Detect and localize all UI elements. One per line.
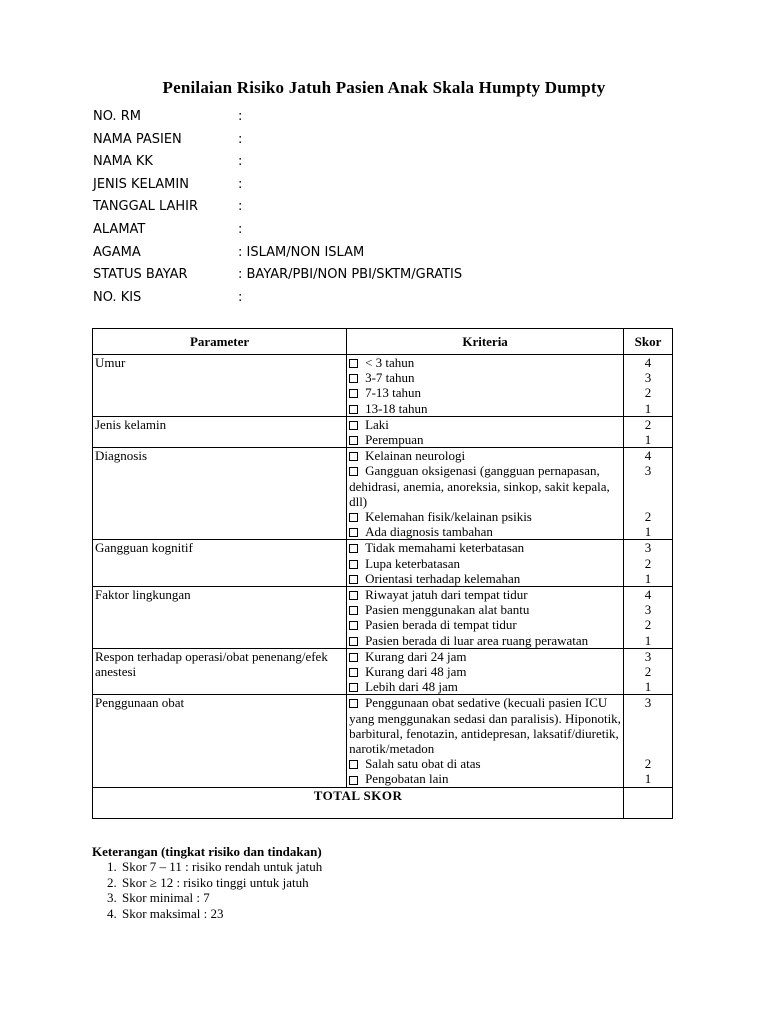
score-value: 1	[644, 400, 652, 416]
criteria-item	[349, 524, 621, 539]
document-title: Penilaian Risiko Jatuh Pasien Anak Skala Humpty Dumpty	[162, 78, 606, 97]
table-row	[93, 695, 673, 787]
criteria-item	[349, 771, 621, 786]
checkbox-icon[interactable]	[349, 560, 358, 569]
criteria-item	[349, 695, 621, 756]
criteria-text: Ada diagnosis tambahan	[365, 524, 493, 540]
criteria-text: Orientasi terhadap kelemahan	[365, 570, 521, 586]
criteria-text: Pasien berada di luar area ruang perawatan	[365, 632, 589, 648]
checkbox-icon[interactable]	[349, 467, 358, 476]
checkbox-icon[interactable]	[349, 668, 358, 677]
criteria-item	[349, 756, 621, 771]
notes-item: 1. Skor 7 – 11 : risiko rendah untuk jatuh	[120, 859, 322, 874]
checkbox-icon[interactable]	[349, 575, 358, 584]
score-value: 1	[644, 632, 652, 648]
checkbox-icon[interactable]	[349, 436, 358, 445]
score-value: 1	[644, 432, 652, 447]
checkbox-icon[interactable]	[349, 544, 358, 553]
info-label: STATUS BAYAR	[93, 267, 188, 283]
criteria-item	[349, 355, 621, 370]
checkbox-icon[interactable]	[349, 683, 358, 692]
criteria-text: < 3 tahun	[365, 355, 415, 370]
info-value: :	[238, 109, 243, 124]
table-header-row	[93, 329, 673, 355]
notes-heading: Keterangan (tingkat risiko dan tindakan)	[92, 844, 322, 859]
risk-assessment-table	[92, 328, 673, 819]
parameter-cell: Umur	[93, 355, 347, 417]
criteria-text: Kurang dari 24 jam	[365, 648, 467, 664]
criteria-text: Riwayat jatuh dari tempat tidur	[365, 587, 528, 603]
notes-item: 4. Skor maksimal : 23	[120, 906, 322, 921]
score-value: 4	[644, 448, 652, 464]
checkbox-icon[interactable]	[349, 389, 358, 398]
criteria-text: Pengobatan lain	[365, 771, 449, 787]
score-value: 1	[644, 524, 652, 540]
score-value: 3	[644, 540, 652, 556]
criteria-item	[349, 540, 621, 555]
info-label: NO. KIS	[93, 289, 142, 305]
total-label: TOTAL SKOR	[93, 787, 624, 818]
score-value: 1	[644, 679, 652, 695]
criteria-text: Pasien menggunakan alat bantu	[365, 602, 530, 618]
patient-info-section	[93, 106, 653, 309]
criteria-cell	[347, 587, 624, 649]
info-row-jenis-kelamin	[93, 174, 653, 197]
criteria-text: Pasien berada di tempat tidur	[365, 617, 517, 633]
criteria-cell	[347, 540, 624, 587]
info-label: ALAMAT	[93, 221, 146, 237]
criteria-text: Perempuan	[365, 432, 424, 448]
checkbox-icon[interactable]	[349, 699, 358, 708]
table-row	[93, 648, 673, 695]
criteria-item	[349, 385, 621, 400]
notes-item: 3. Skor minimal : 7	[120, 890, 322, 905]
info-label: NAMA PASIEN	[93, 131, 182, 147]
score-value: 2	[644, 617, 652, 633]
info-row-nama-kk	[93, 151, 653, 174]
info-label: NO. RM	[93, 109, 141, 124]
criteria-text: Kurang dari 48 jam	[365, 664, 467, 680]
info-value: : ISLAM/NON ISLAM	[238, 244, 365, 260]
score-cell	[624, 540, 673, 587]
parameter-cell: Penggunaan obat	[93, 695, 347, 787]
info-value: :	[238, 221, 243, 237]
header-parameter: Parameter	[93, 329, 347, 355]
score-value: 4	[644, 587, 652, 603]
criteria-item	[349, 587, 621, 602]
criteria-cell	[347, 448, 624, 540]
info-value: :	[238, 154, 243, 170]
score-value: 3	[644, 695, 652, 711]
table-row	[93, 448, 673, 540]
info-row-status-bayar	[93, 264, 653, 287]
info-label: AGAMA	[93, 244, 141, 260]
checkbox-icon[interactable]	[349, 760, 358, 769]
checkbox-icon[interactable]	[349, 405, 358, 414]
criteria-text: Penggunaan obat sedative (kecuali pasien ICU yang menggunakan sedasi dan paralisis). Hiponotik, barbitural, fenotazin, antidepresan, laksatif/diuretik, narotik/metadon	[349, 695, 621, 757]
score-value: 2	[644, 509, 652, 525]
info-label: NAMA KK	[93, 154, 153, 170]
checkbox-icon[interactable]	[349, 591, 358, 600]
parameter-cell: Respon terhadap operasi/obat penenang/efek anestesi	[93, 648, 347, 695]
checkbox-icon[interactable]	[349, 606, 358, 615]
notes-section	[92, 844, 322, 921]
criteria-text: Gangguan oksigenasi (gangguan pernapasan, dehidrasi, anemia, anoreksia, sinkop, sakit kepala, dll)	[349, 463, 610, 509]
criteria-text: 13-18 tahun	[365, 400, 428, 416]
criteria-item	[349, 370, 621, 385]
checkbox-icon[interactable]	[349, 528, 358, 537]
score-value: 3	[644, 370, 652, 386]
score-cell	[624, 695, 673, 787]
criteria-item	[349, 571, 621, 586]
table-row	[93, 540, 673, 587]
info-value: :	[238, 176, 243, 192]
criteria-item	[349, 417, 621, 432]
criteria-item	[349, 602, 621, 617]
info-row-alamat	[93, 219, 653, 242]
criteria-item	[349, 432, 621, 447]
criteria-item	[349, 617, 621, 632]
score-value: 4	[644, 355, 652, 370]
checkbox-icon[interactable]	[349, 374, 358, 383]
criteria-text: Tidak memahami keterbatasan	[365, 540, 525, 556]
info-row-nama-pasien	[93, 129, 653, 152]
checkbox-icon[interactable]	[349, 421, 358, 430]
parameter-cell: Jenis kelamin	[93, 416, 347, 447]
criteria-text: 3-7 tahun	[365, 370, 415, 386]
criteria-text: Lupa keterbatasan	[365, 555, 461, 571]
checkbox-icon[interactable]	[349, 776, 358, 785]
criteria-item	[349, 401, 621, 416]
criteria-item	[349, 679, 621, 694]
info-row-tanggal-lahir	[93, 196, 653, 219]
table-row	[93, 355, 673, 417]
score-value: 3	[644, 602, 652, 618]
table-row	[93, 587, 673, 649]
criteria-text: Kelainan neurologi	[365, 448, 466, 464]
score-cell	[624, 648, 673, 695]
notes-item: 2. Skor ≥ 12 : risiko tinggi untuk jatuh	[120, 875, 322, 890]
criteria-item	[349, 556, 621, 571]
score-value: 2	[644, 385, 652, 401]
score-value: 2	[644, 756, 652, 772]
criteria-text: 7-13 tahun	[365, 385, 422, 401]
criteria-item	[349, 509, 621, 524]
info-value: :	[238, 199, 243, 215]
info-label: JENIS KELAMIN	[93, 176, 189, 192]
score-value: 2	[644, 664, 652, 680]
checkbox-icon[interactable]	[349, 452, 358, 461]
header-kriteria: Kriteria	[347, 329, 624, 355]
criteria-item	[349, 664, 621, 679]
checkbox-icon[interactable]	[349, 621, 358, 630]
info-row-no-rm	[93, 106, 653, 129]
score-cell	[624, 416, 673, 447]
criteria-text: Lebih dari 48 jam	[365, 679, 458, 695]
criteria-text: Kelemahan fisik/kelainan psikis	[365, 509, 532, 525]
score-value: 3	[644, 463, 652, 479]
score-value: 3	[644, 648, 652, 664]
score-value: 1	[644, 570, 652, 586]
criteria-text: Salah satu obat di atas	[365, 756, 481, 772]
checkbox-icon[interactable]	[349, 653, 358, 662]
score-value: 1	[644, 771, 652, 787]
criteria-item	[349, 463, 621, 509]
criteria-cell	[347, 355, 624, 417]
notes-list	[92, 859, 322, 921]
checkbox-icon[interactable]	[349, 359, 358, 368]
score-cell	[624, 355, 673, 417]
checkbox-icon[interactable]	[349, 637, 358, 646]
criteria-cell	[347, 695, 624, 787]
criteria-item	[349, 448, 621, 463]
criteria-item	[349, 649, 621, 664]
info-row-no-kis	[93, 287, 653, 310]
info-label: TANGGAL LAHIR	[93, 199, 199, 215]
info-row-agama	[93, 242, 653, 265]
total-row	[93, 787, 673, 818]
criteria-cell	[347, 416, 624, 447]
info-value: :	[238, 289, 243, 305]
checkbox-icon[interactable]	[349, 513, 358, 522]
parameter-cell: Faktor lingkungan	[93, 587, 347, 649]
criteria-text: Laki	[365, 416, 389, 432]
score-value: 2	[644, 555, 652, 571]
score-cell	[624, 448, 673, 540]
score-cell	[624, 587, 673, 649]
info-value: :	[238, 131, 243, 147]
table-row	[93, 416, 673, 447]
parameter-cell: Diagnosis	[93, 448, 347, 540]
table-body	[93, 355, 673, 788]
parameter-cell: Gangguan kognitif	[93, 540, 347, 587]
info-value: : BAYAR/PBI/NON PBI/SKTM/GRATIS	[238, 267, 463, 283]
criteria-cell	[347, 648, 624, 695]
total-score-cell	[624, 787, 673, 818]
criteria-item	[349, 633, 621, 648]
score-value: 2	[644, 416, 652, 432]
header-skor: Skor	[624, 329, 673, 355]
